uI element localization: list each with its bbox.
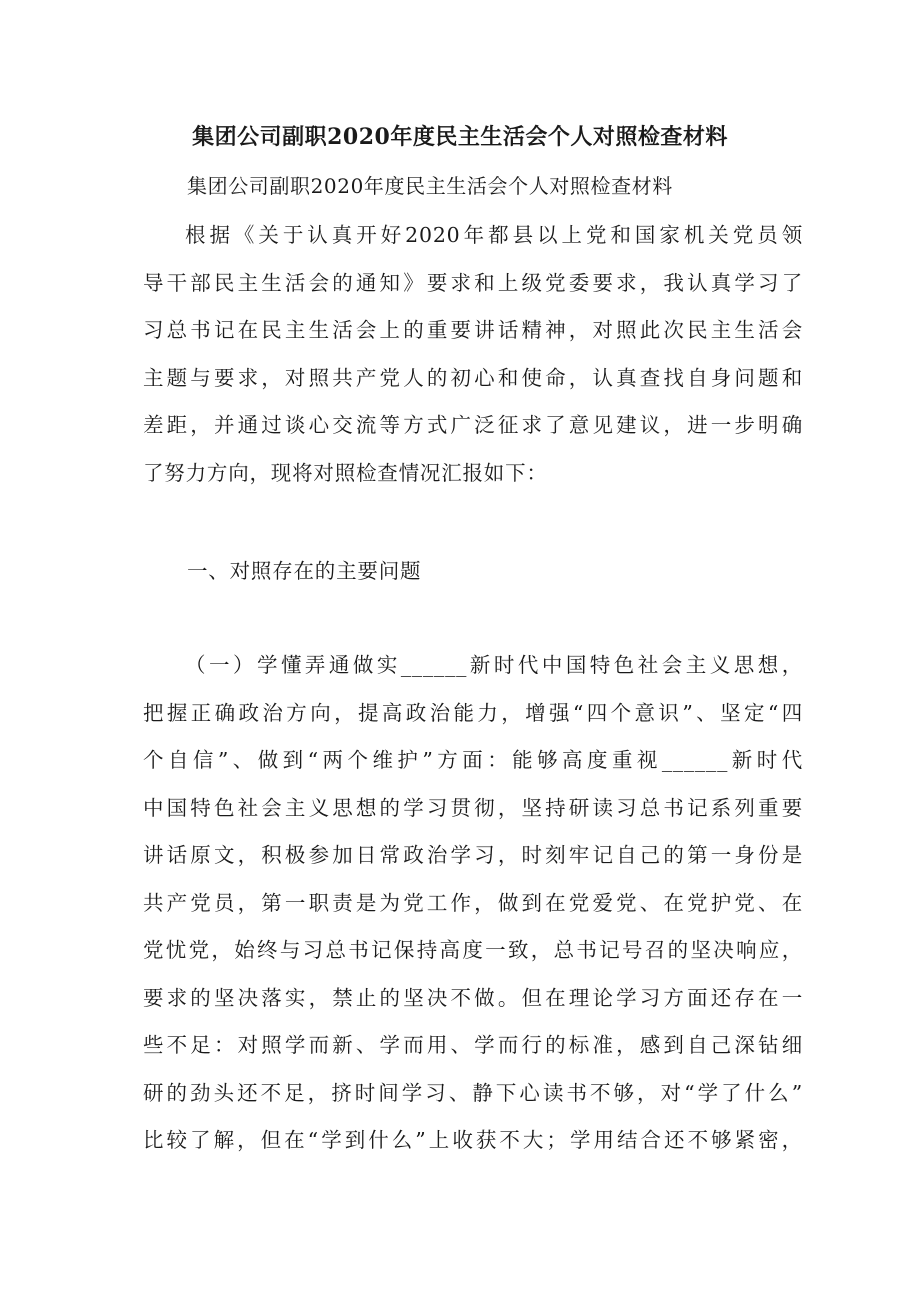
body-paragraph [143,642,803,1165]
body-line: 中国特色社会主义思想的学习贯彻，坚持研读习总书记系列重要 [143,795,803,820]
intro-line: 主题与要求，对照共产党人的初心和使命，认真查找自身问题和 [143,365,803,390]
document-subtitle: 集团公司副职2020年度民主生活会个人对照检查材料 [187,174,673,198]
body-line: 比较了解，但在“学到什么”上收获不大；学用结合还不够紧密， [143,1128,803,1152]
intro-paragraph [143,212,803,497]
body-line: 共产党员，第一职责是为党工作，做到在党爱党、在党护党、在 [143,890,803,915]
body-line: （一）学懂弄通做实______新时代中国特色社会主义思想， [185,653,803,677]
body-line: 研的劲头还不足，挤时间学习、静下心读书不够，对“学了什么” [143,1080,803,1105]
intro-line: 根据《关于认真开好2020年都县以上党和国家机关党员领 [185,223,803,247]
intro-line: 习总书记在民主生活会上的重要讲话精神，对照此次民主生活会 [143,318,803,342]
body-line: 些不足：对照学而新、学而用、学而行的标准，感到自己深钻细 [143,1033,803,1057]
intro-line: 导干部民主生活会的通知》要求和上级党委要求，我认真学习了 [143,270,803,295]
body-line: 把握正确政治方向，提高政治能力，增强“四个意识”、坚定“四 [143,700,803,725]
intro-line: 差距，并通过谈心交流等方式广泛征求了意见建议，进一步明确 [143,413,803,437]
body-line: 个自信”、做到“两个维护”方面：能够高度重视______新时代 [143,748,803,772]
body-line: 讲话原文，积极参加日常政治学习，时刻牢记自己的第一身份是 [143,843,803,867]
body-line: 要求的坚决落实，禁止的坚决不做。但在理论学习方面还存在一 [143,985,803,1010]
intro-line: 了努力方向，现将对照检查情况汇报如下： [143,460,548,485]
document-title: 集团公司副职2020年度民主生活会个人对照检查材料 [192,124,728,150]
body-line: 党忧党，始终与习总书记保持高度一致，总书记号召的坚决响应， [143,938,803,962]
section-heading: 一、对照存在的主要问题 [187,559,422,583]
